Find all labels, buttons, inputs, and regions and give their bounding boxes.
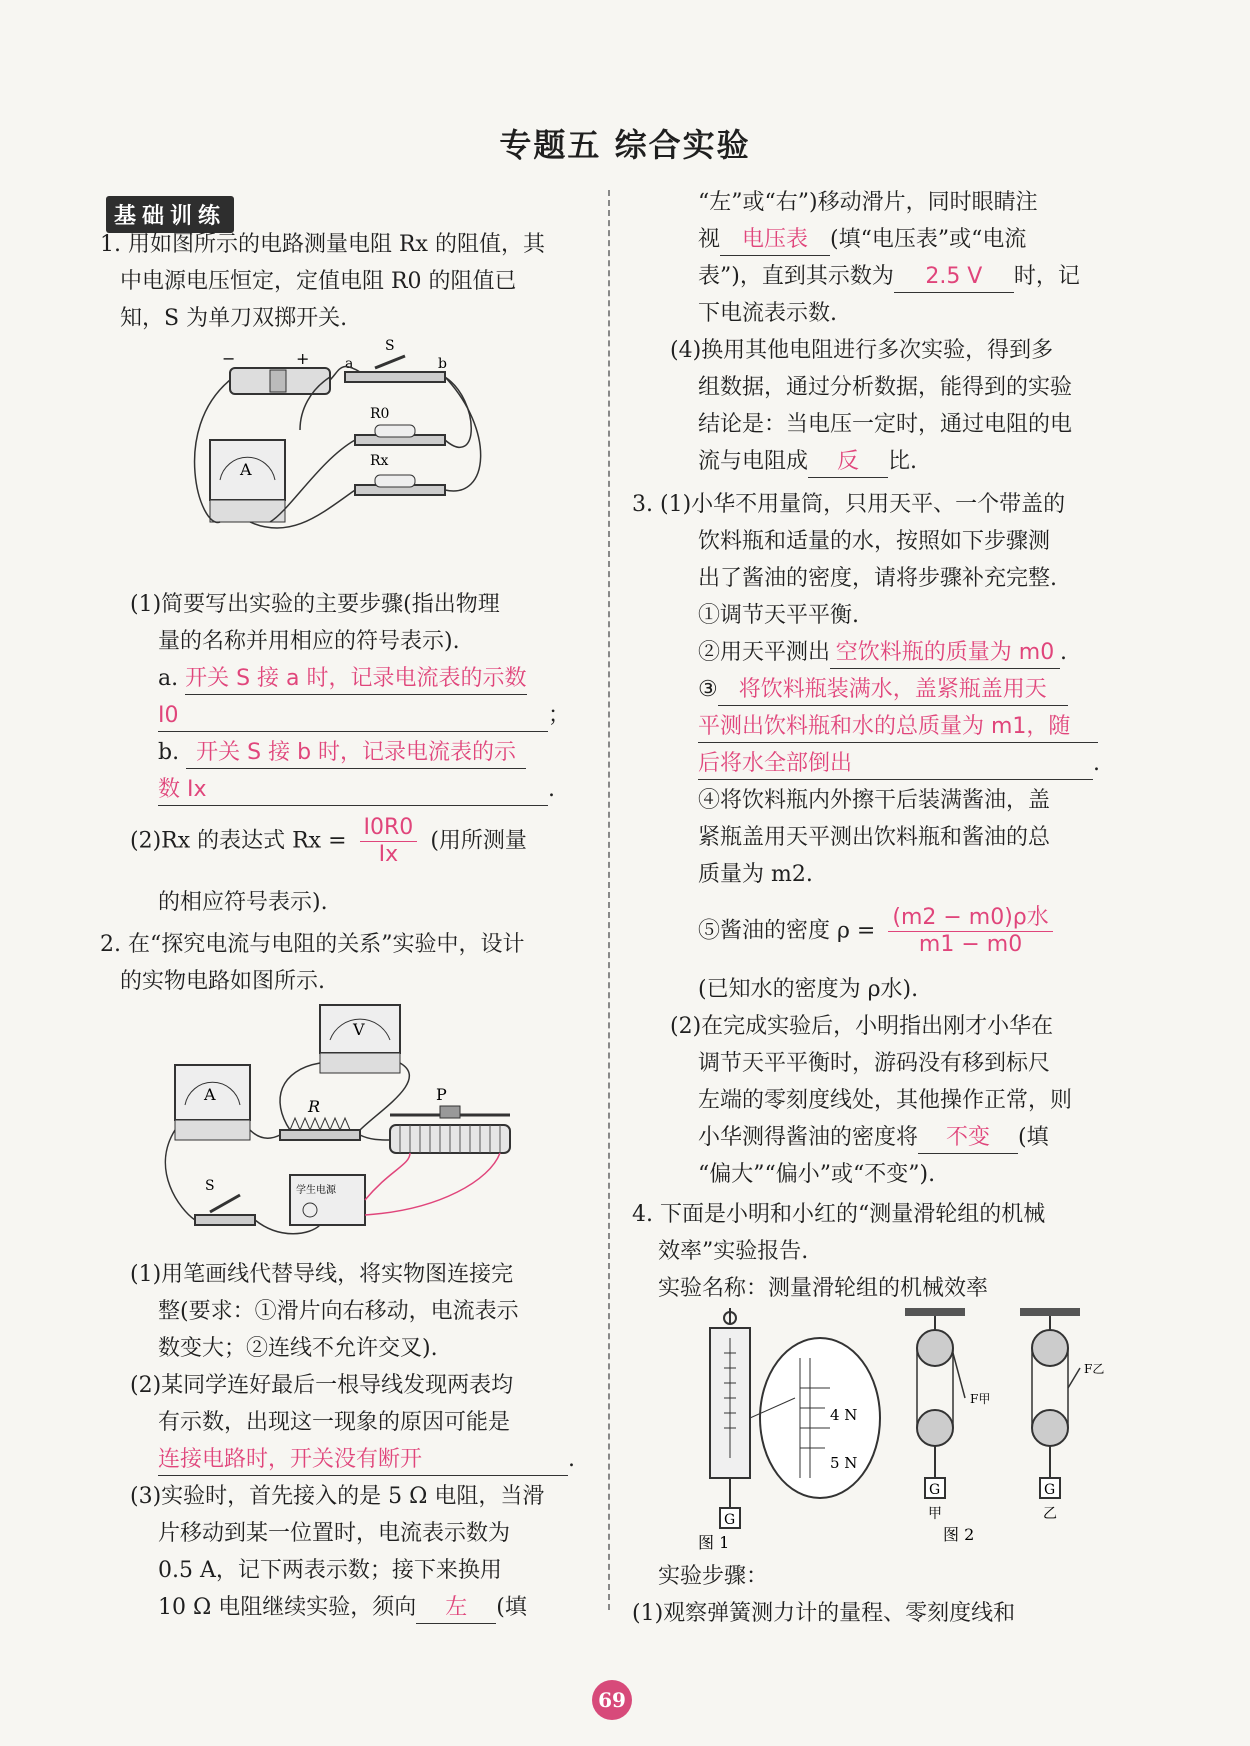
circuit-diagram-1 (200, 338, 500, 565)
q3-part2-line4: 小华测得酱油的密度将 不变 (填 (698, 1123, 1049, 1154)
q3-part2-line2: 调节天平平衡时，游码没有移到标尺 (698, 1051, 1051, 1076)
q3-line2: 饮料瓶和适量的水，按照如下步骤测 (698, 529, 1051, 554)
page-title: 专题五 综合实验 (499, 126, 751, 164)
plus-label: + (296, 349, 310, 368)
answer-proportion: 反 (808, 447, 888, 478)
switch-label-2: S (205, 1178, 215, 1194)
pulley-figure (700, 1308, 1110, 1553)
q2-part2-answer-line: 连接电路时，开关没有断开 . (158, 1445, 575, 1476)
q2-line1: 2. 在“探究电流与电阻的关系”实验中，设计 (100, 932, 525, 957)
q1-part1-line1: (1)简要写出实验的主要步骤(指出物理 (130, 592, 500, 617)
q3-step2: ②用天平测出 空饮料瓶的质量为 m0 . (698, 638, 1067, 669)
q4-line1: 4. 下面是小明和小红的“测量滑轮组的机械 (632, 1202, 1046, 1227)
q1-part2: (2)Rx 的表达式 Rx = $\frac{I0R0}{Ix}$ (用所测量 (130, 815, 527, 867)
q3-step1: ①调节天平平衡. (698, 603, 859, 628)
circuit-diagram-2 (160, 1000, 560, 1235)
terminal-b: b (438, 356, 447, 372)
scale-5n: 5 N (830, 1454, 858, 1472)
answer-step-b-1: 开关 S 接 b 时，记录电流表的示 (186, 738, 526, 769)
r0-label: R0 (370, 406, 390, 422)
q2-line2: 的实物电路如图所示. (120, 969, 325, 994)
q2-part1-line1: (1)用笔画线代替导线，将实物图连接完 (130, 1262, 514, 1287)
answer-step3-1: 将饮料瓶装满水，盖紧瓶盖用天 (718, 675, 1068, 706)
q1-step-b: b. 开关 S 接 b 时，记录电流表的示 (158, 738, 526, 769)
q1-part2-line2: 的相应符号表示). (158, 890, 328, 915)
force-label-jia: F甲 (970, 1392, 991, 1406)
answer-step-a-2: I0 (158, 701, 548, 732)
figure-2-caption: 图 2 (943, 1525, 975, 1544)
q1-step-a: a. 开关 S 接 a 时，记录电流表的示数 (158, 664, 527, 695)
q2-part3-line3: 0.5 A，记下两表示数；接下来换用 (158, 1558, 502, 1583)
q3-line3: 出了酱油的密度，请将步骤补充完整. (698, 566, 1057, 591)
q1-step-b-cont: 数 Ix . (158, 775, 555, 806)
answer-meter: 电压表 (720, 225, 830, 256)
answer-direction: 左 (416, 1593, 496, 1624)
q2-part4-line3: 结论是：当电压一定时，通过电阻的电 (698, 412, 1073, 437)
answer-step-b-2: 数 Ix (158, 775, 548, 806)
q2-part4-line4: 流与电阻成 反 比. (698, 447, 917, 478)
answer-voltage: 2.5 V (894, 262, 1014, 293)
ammeter-label-1: A (240, 460, 252, 479)
q2-right-line3: 表”)，直到其示数为 2.5 V 时，记 (698, 262, 1080, 293)
answer-q2-part2: 连接电路时，开关没有断开 (158, 1445, 568, 1476)
q3-step3: ③ 将饮料瓶装满水，盖紧瓶盖用天 (698, 675, 1068, 706)
q4-steps-title: 实验步骤： (658, 1564, 769, 1589)
page-number: 69 (592, 1680, 632, 1720)
q4-line2: 效率”实验报告. (658, 1239, 809, 1264)
q3-step4-line3: 质量为 m2. (698, 862, 813, 887)
q2-part2-line1: (2)某同学连好最后一根导线发现两表均 (130, 1373, 514, 1398)
answer-step2: 空饮料瓶的质量为 m0 (830, 638, 1060, 669)
q2-part3-line4: 10 Ω 电阻继续实验，须向 左 (填 (158, 1593, 527, 1624)
label-yi: 乙 (1043, 1506, 1057, 1522)
q1-line3: 知，S 为单刀双掷开关. (120, 306, 348, 331)
minus-label: − (222, 349, 236, 368)
label-jia: 甲 (928, 1506, 942, 1522)
q2-part3-line2: 片移动到某一位置时，电流表示数为 (158, 1521, 511, 1546)
q2-part2-line2: 有示数，出现这一现象的原因可能是 (158, 1410, 511, 1435)
answer-step-a-1: 开关 S 接 a 时，记录电流表的示数 (185, 664, 526, 695)
weight-g-2: G (929, 1482, 941, 1498)
q3-line1: 3. (1)小华不用量筒，只用天平、一个带盖的 (632, 492, 1066, 517)
voltmeter-label: V (353, 1020, 365, 1039)
terminal-a: a (345, 356, 354, 372)
q1-step-a-cont: I0 ； (158, 701, 570, 732)
answer-step3-2: 平测出饮料瓶和水的总质量为 m1，随 (698, 712, 1098, 743)
q1-line2: 中电源电压恒定，定值电阻 R0 的阻值已 (120, 269, 517, 294)
switch-label: S (385, 338, 395, 354)
q3-step5-note: (已知水的密度为 ρ水). (698, 977, 919, 1002)
ammeter-label-2: A (204, 1085, 216, 1104)
section-badge: 基础训练 (106, 196, 234, 233)
figure-1-caption: 图 1 (698, 1533, 730, 1552)
force-label-yi: F乙 (1084, 1362, 1105, 1376)
q4-line3: 实验名称：测量滑轮组的机械效率 (658, 1276, 989, 1301)
column-divider (608, 190, 610, 1610)
q1-part1-line2: 量的名称并用相应的符号表示). (158, 629, 460, 654)
q3-part2-line1: (2)在完成实验后，小明指出刚才小华在 (670, 1014, 1054, 1039)
q3-step3-cont2: 后将水全部倒出 . (698, 749, 1100, 780)
q2-right-line1: “左”或“右”)移动滑片，同时眼睛注 (698, 190, 1038, 215)
q3-part2-line5: “偏大”“偏小”或“不变”). (698, 1162, 936, 1187)
q2-part3-line1: (3)实验时，首先接入的是 5 Ω 电阻，当滑 (130, 1484, 545, 1509)
q3-step4-line1: ④将饮料瓶内外擦干后装满酱油，盖 (698, 788, 1051, 813)
answer-density-effect: 不变 (918, 1123, 1018, 1154)
power-supply-label: 学生电源 (296, 1185, 336, 1196)
slider-p-label: P (436, 1085, 447, 1104)
weight-g-1: G (724, 1512, 736, 1528)
q3-step3-cont1 (698, 712, 1098, 743)
scale-4n: 4 N (830, 1406, 858, 1424)
q3-step5: ⑤酱油的密度 ρ = $\frac{\text{(m2 − m0)ρ水}}{m1 - m0}$ (698, 905, 1059, 958)
q2-right-line2: 视 电压表 (填“电压表”或“电流 (698, 225, 1026, 256)
rx-expression: $\frac{I0R0}{Ix}$ (360, 815, 418, 868)
q3-part2-line3: 左端的零刻度线处，其他操作正常，则 (698, 1088, 1073, 1113)
resistor-r-label: R (308, 1097, 321, 1116)
q2-part4-line2: 组数据，通过分析数据，能得到的实验 (698, 375, 1073, 400)
answer-step3-3: 后将水全部倒出 (698, 749, 1093, 780)
q4-step1: (1)观察弹簧测力计的量程、零刻度线和 (632, 1601, 1016, 1626)
q1-line1: 1. 用如图所示的电路测量电阻 Rx 的阻值，其 (100, 232, 545, 257)
q3-step4-line2: 紧瓶盖用天平测出饮料瓶和酱油的总 (698, 825, 1051, 850)
weight-g-3: G (1044, 1482, 1056, 1498)
rx-label: Rx (370, 453, 389, 469)
q2-part4-line1: (4)换用其他电阻进行多次实验，得到多 (670, 338, 1054, 363)
q2-part1-line3: 数变大；②连线不允许交叉). (158, 1336, 438, 1361)
q2-right-line4: 下电流表示数. (698, 301, 837, 326)
density-expression: $\frac{\text{(m2 − m0)ρ水}}{m1 - m0}$ (888, 905, 1052, 958)
q2-part1-line2: 整(要求：①滑片向右移动，电流表示 (158, 1299, 519, 1324)
